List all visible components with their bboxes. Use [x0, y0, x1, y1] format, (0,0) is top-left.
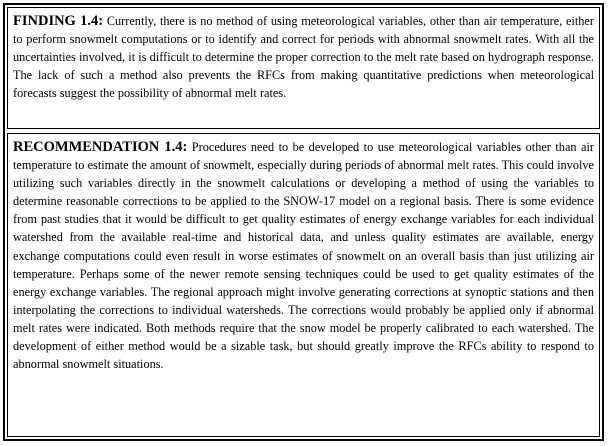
- finding-body: Currently, there is no method of using meteorological variables, other than air temperature, either to perform snowmelt computations or to identify and correct for periods with abnormal snowmelt rates. With all the uncertainties involved, it is difficult to determine the proper correction to the melt rate based on hydrograph response. The lack of such a method also prevents the RFCs from making quantitative predictions when meteorological forecasts suggest the possibility of abnormal melt rates.: [13, 14, 594, 101]
- document-frame: [3, 3, 604, 441]
- recommendation-body: Procedures need to be developed to use meteorological variables other than air temperature to estimate the amount of snowmelt, especially during periods of abnormal melt rates. This could involve utilizing such variables directly in the snowmelt calculations or developing a method of using the variables to determine reasonable corrections to be applied to the SNOW-17 model on a regional basis. There is some evidence from past studies that it would be difficult to get quality estimates of energy exchange variables for each individual watershed from the available real-time and historical data, and unless quality estimates are available, energy exchange computations could even result in worse estimates of snowmelt on an overall basis than just utilizing air temperature. Perhaps some of the newer remote sensing techniques could be used to get quality estimates of the energy exchange variables. The regional approach might involve generating corrections at synoptic stations and then interpolating the corrections to individual watersheds. The corrections would probably be applied only if abnormal melt rates were indicated. Both methods require that the snow model be properly calibrated to each watershed. The development of either method would be a sizable task, but should greatly improve the RFCs ability to respond to abnormal snowmelt situations.: [13, 140, 594, 372]
- finding-heading: FINDING 1.4:: [13, 13, 104, 29]
- recommendation-box: [7, 133, 600, 437]
- recommendation-heading: RECOMMENDATION 1.4:: [13, 139, 188, 155]
- finding-box: [7, 7, 600, 129]
